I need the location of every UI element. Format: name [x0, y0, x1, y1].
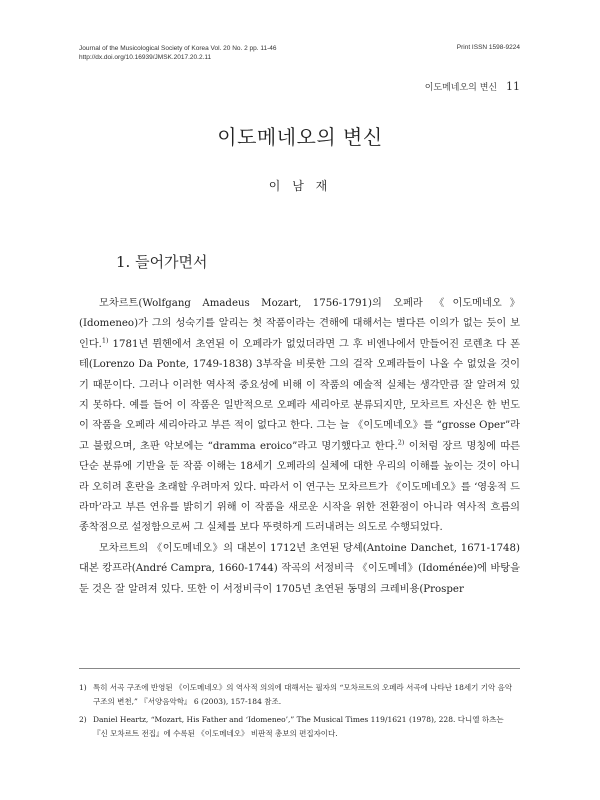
footnotes — [79, 681, 520, 745]
page-number: 11 — [506, 80, 520, 93]
footnote-item — [79, 713, 520, 741]
paragraph-text: 모차르트의 《이도메네오》의 대본이 1712년 초연된 당셰(Antoine Danchet, 1671-1748) 대본 캉프라(André Campra, 1660-1744) 작곡의 서정비극 《이도메네》(Idoménée)에 바탕을 둔 것은 잘 알려져 있다. 또한 이 서정비극이 1705년 초연된 동명의 크레비용(Prosper — [79, 542, 520, 595]
footnote-number: 2) — [79, 715, 87, 724]
footnote-ref[interactable]: 2) — [397, 438, 405, 447]
footnote-item — [79, 681, 520, 709]
footnote-number: 1) — [79, 683, 87, 692]
paragraph-text: 1781년 뮌헨에서 초연된 이 오페라가 없었더라면 그 후 비엔나에서 만들어진 로렌초 다 폰테(Lorenzo Da Ponte, 1749-1838) 3부작을 비롯한 그의 걸작 오페라들이 나올 수 없었을 것이기 때문이다. 그러나 이러한 역사적 중요성에 비해 이 작품의 예술적 실체는 생각만큼 잘 알려져 있지 못하다. 예를 들어 이 작품은 일반적으로 오페라 세리아로 분류되지만, 모차르트 자신은 한 번도 이 작품을 오페라 세리아라고 부른 적이 없다고 한다. 그는 늘 《이도메네오》를 “grosse Oper”라고 불렀으며, 초판 악보에는 “dramma eroico”라고 명기했다고 한다. — [79, 338, 520, 452]
footnote-text: Daniel Heartz, “Mozart, His Father and ‘Idomeneo’,” The Musical Times 119/1621 (1978), 228. 다니엘 하츠는 『신 모차르트 전집』에 수록된 《이도메네오》 비판적 총보의 편집자이다. — [93, 715, 504, 738]
running-title: 이도메네오의 변신 — [424, 83, 498, 93]
running-header — [425, 80, 520, 93]
print-issn: Print ISSN 1598-9224 — [456, 44, 520, 51]
article-title: 이도메네오의 변신 — [217, 125, 383, 149]
footnote-ref[interactable]: 1) — [101, 336, 109, 345]
paragraph-1 — [79, 294, 520, 539]
doi-link[interactable]: http://dx.doi.org/10.16939/JMSK.2017.20.2.11 — [79, 54, 212, 61]
footnote-divider — [79, 668, 520, 669]
author-name: 이 남 재 — [268, 179, 332, 193]
body-text — [79, 294, 520, 600]
paragraph-2 — [79, 539, 520, 600]
section-heading: 1. 들어가면서 — [116, 253, 208, 271]
journal-citation: Journal of the Musicological Society of Korea Vol. 20 No. 2 pp. 11-46 — [79, 45, 277, 52]
footnote-text: 특히 서곡 구조에 반영된 《이도메네오》의 역사적 의의에 대해서는 필자의 “모차르트의 오페라 서곡에 나타난 18세기 기악 음악 구조의 변천,” 『서양음악학』 6 (2003), 157-184 참조. — [93, 683, 513, 706]
paragraph-text: 모차르트(Wolfgang Amadeus Mozart, 1756-1791)의 오페라 《이도메네오》(Idomeneo)가 그의 성숙기를 알리는 첫 작품이라는 견해에 대해서는 별다른 이의가 없는 듯이 보인다. — [79, 298, 520, 350]
paragraph-text: 이처럼 장르 명칭에 따른 단순 분류에 기반을 둔 작품 이해는 18세기 오페라의 실체에 대한 우리의 이해를 높이는 것이 아니라 오히려 혼란을 초래할 우려마저 있다. 따라서 이 연구는 모차르트가 《이도메네오》를 ‘영웅적 드라마’라고 부른 연유를 밝히기 위해 이 작품을 새로운 시작을 위한 전환점이 아니라 역사적 흐름의 종착점으로 설정함으로써 그 실체를 보다 뚜렷하게 드러내려는 의도로 수행되었다. — [79, 440, 520, 534]
journal-info — [79, 44, 277, 62]
